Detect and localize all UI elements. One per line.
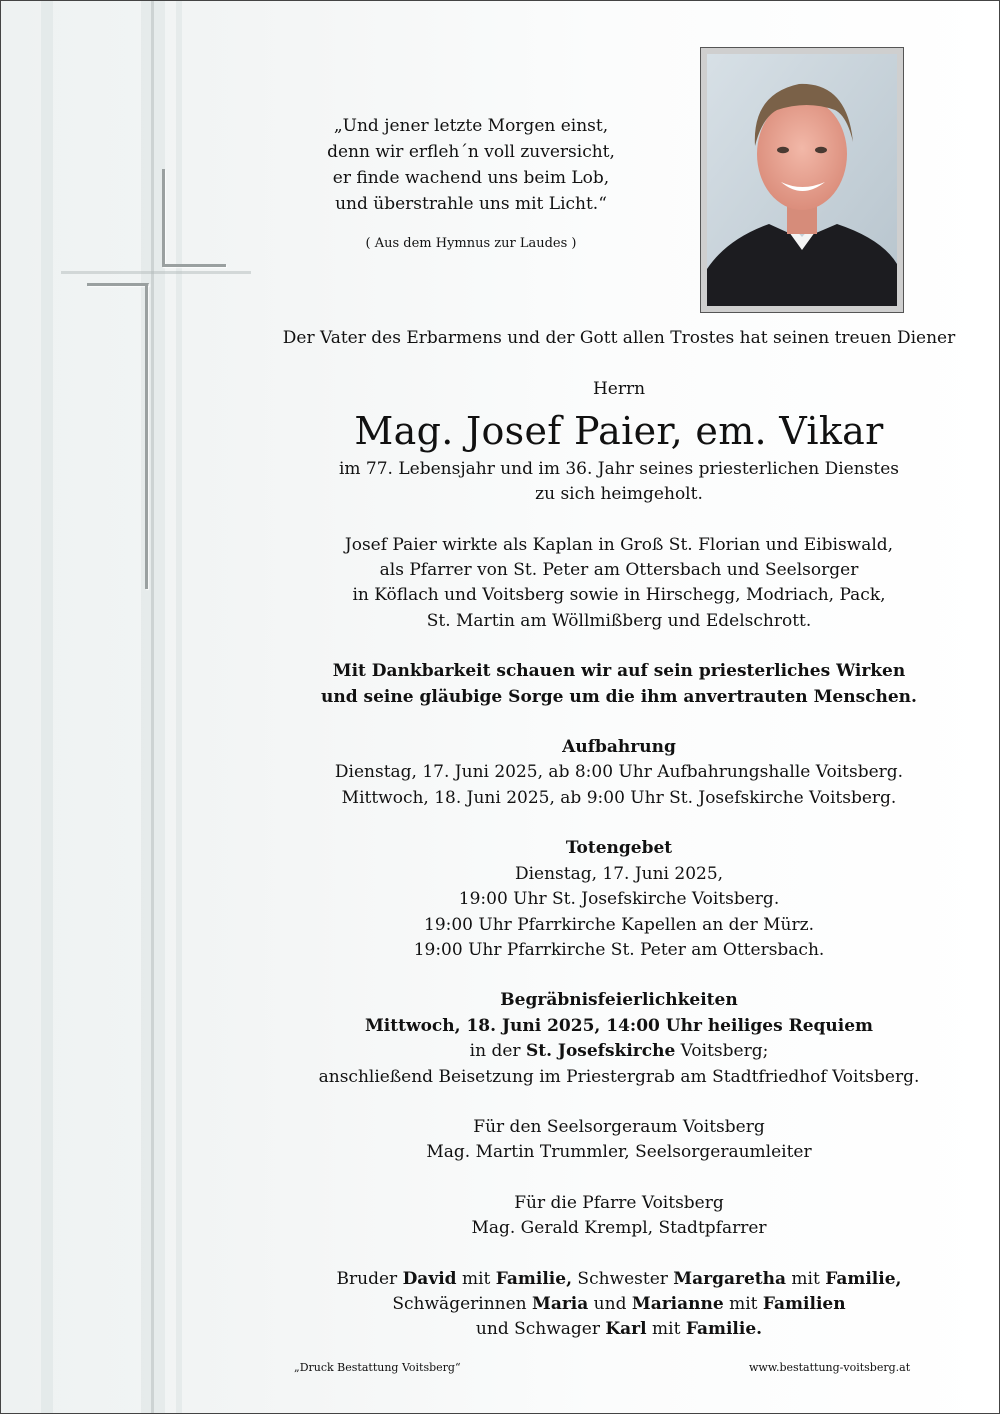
aufbahrung-line: Mittwoch, 18. Juni 2025, ab 9:00 Uhr St. Josefskirche Voitsberg. — [341, 787, 897, 808]
quote-source: ( Aus dem Hymnus zur Laudes ) — [365, 236, 577, 251]
portrait-photo — [707, 54, 897, 306]
church-line: in der St. Josefskirche Voitsberg; — [469, 1041, 769, 1062]
bio-line: als Pfarrer von St. Peter am Ottersbach und Seelsorger — [379, 560, 859, 581]
gratitude-line: und seine gläubige Sorge um die ihm anvertrauten Menschen. — [321, 686, 917, 707]
totengebet-heading: Totengebet — [565, 838, 673, 859]
intro-text: Der Vater des Erbarmens und der Gott allen Trostes hat seinen treuen Diener — [282, 328, 956, 348]
totengebet-line: 19:00 Uhr Pfarrkirche St. Peter am Ottersbach. — [413, 939, 825, 960]
quote-line: „Und jener letzte Morgen einst, — [333, 116, 609, 136]
pfarre-signer: Mag. Gerald Krempl, Stadtpfarrer — [471, 1218, 767, 1239]
portrait-frame — [700, 47, 904, 313]
quote-line: und überstrahle uns mit Licht.“ — [335, 194, 607, 214]
aufbahrung-heading: Aufbahrung — [562, 737, 676, 758]
background-stripe — [176, 1, 182, 1413]
bio-line: Josef Paier wirkte als Kaplan in Groß St. Florian und Eibiswald, — [344, 534, 894, 555]
totengebet-line: 19:00 Uhr St. Josefskirche Voitsberg. — [458, 889, 780, 910]
begraebnis-heading: Begräbnisfeierlichkeiten — [500, 990, 738, 1011]
family-line: und Schwager Karl mit Familie. — [475, 1319, 763, 1340]
hymn-quote — [291, 113, 651, 257]
seelsorgeraum-signer: Mag. Martin Trummler, Seelsorgeraumleiter — [426, 1142, 812, 1163]
footer-printer: „Druck Bestattung Voitsberg“ — [294, 1361, 461, 1374]
main-text — [281, 326, 957, 1343]
totengebet-line: Dienstag, 17. Juni 2025, — [514, 863, 724, 884]
background-stripe — [41, 1, 53, 1413]
gratitude-line: Mit Dankbarkeit schauen wir auf sein priesterliches Wirken — [332, 661, 906, 682]
family-line: Schwägerinnen Maria und Marianne mit Familien — [392, 1293, 846, 1314]
quote-line: denn wir erfleh´n voll zuversicht, — [327, 142, 615, 162]
deceased-name: Mag. Josef Paier, em. Vikar — [354, 408, 884, 453]
burial-line: anschließend Beisetzung im Priestergrab am Stadtfriedhof Voitsberg. — [318, 1066, 920, 1087]
aufbahrung-line: Dienstag, 17. Juni 2025, ab 8:00 Uhr Aufbahrungshalle Voitsberg. — [334, 762, 904, 783]
salutation: Herrn — [592, 379, 646, 400]
pfarre-line: Für die Pfarre Voitsberg — [514, 1192, 724, 1213]
family-line: Bruder David mit Familie, Schwester Margaretha mit Familie, — [336, 1268, 902, 1289]
age-line: zu sich heimgeholt. — [535, 484, 703, 505]
seelsorgeraum-line: Für den Seelsorgeraum Voitsberg — [473, 1116, 765, 1137]
bio-line: St. Martin am Wöllmißberg und Edelschrott. — [426, 610, 812, 631]
quote-line: er finde wachend uns beim Lob, — [332, 168, 610, 188]
age-line: im 77. Lebensjahr und im 36. Jahr seines priesterlichen Dienstes — [338, 458, 900, 479]
bio-line: in Köflach und Voitsberg sowie in Hirschegg, Modriach, Pack, — [352, 585, 886, 606]
footer-website[interactable]: www.bestattung-voitsberg.at — [749, 1361, 911, 1374]
totengebet-line: 19:00 Uhr Pfarrkirche Kapellen an der Mürz. — [424, 914, 814, 935]
requiem-line: Mittwoch, 18. Juni 2025, 14:00 Uhr heiliges Requiem — [364, 1015, 874, 1036]
